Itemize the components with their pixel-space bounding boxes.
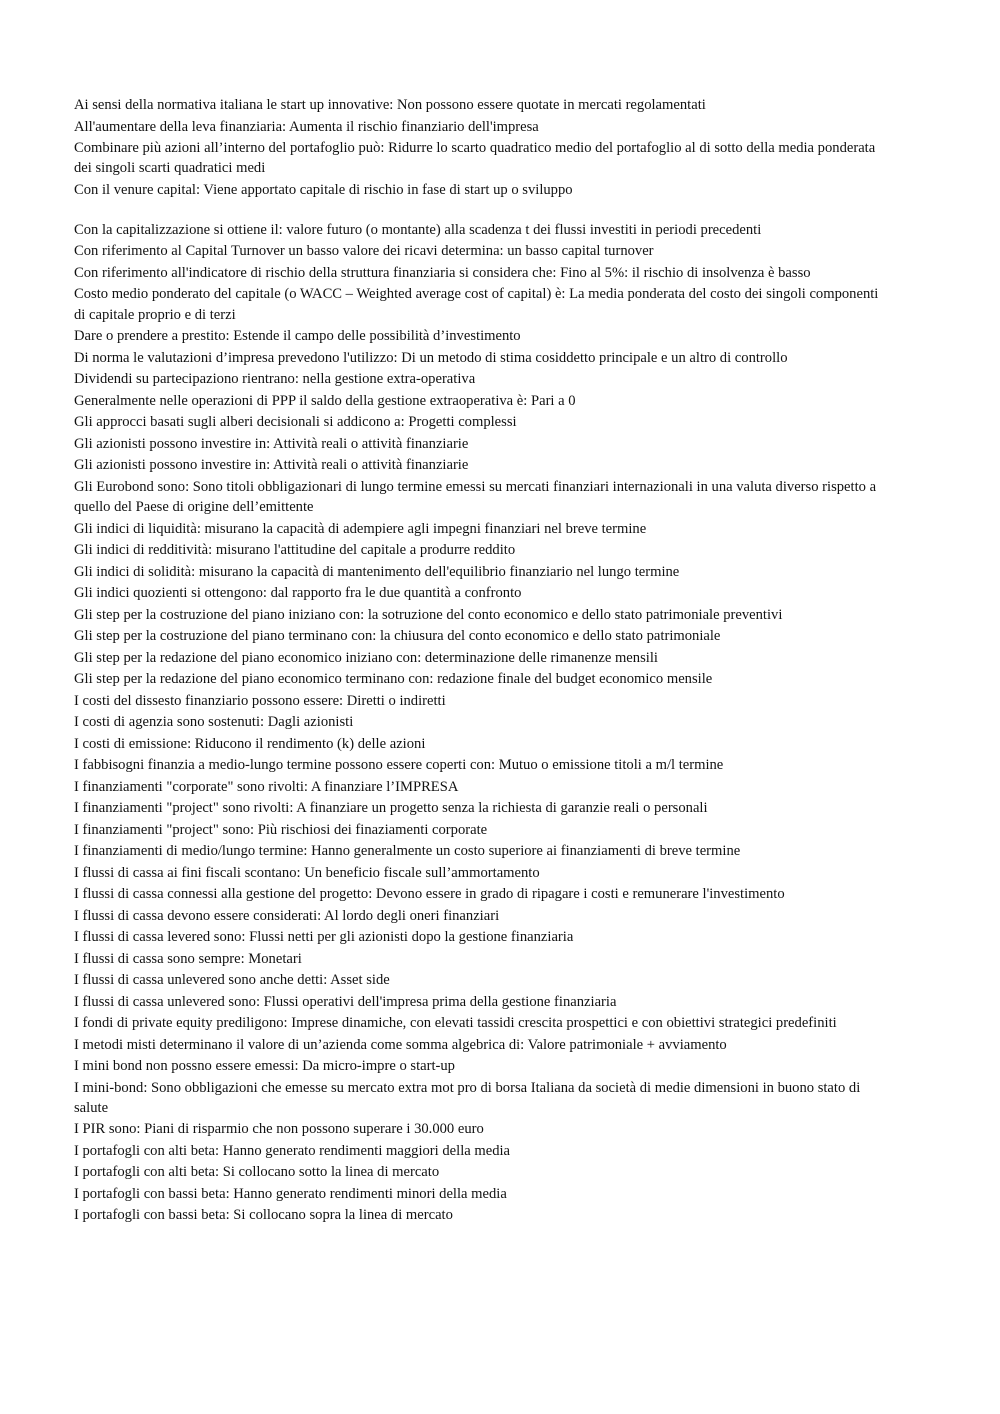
text-line: Gli step per la costruzione del piano terminano con: la chiusura del conto economico e dello stato patrimoniale xyxy=(74,628,721,645)
text-line: I finanziamenti "corporate" sono rivolti: A finanziare l’IMPRESA xyxy=(74,778,459,795)
text-line: Con riferimento all'indicatore di rischio della struttura finanziaria si considera che: Fino al 5%: il rischio di insolvenza è basso xyxy=(74,264,811,281)
text-line: I portafogli con alti beta: Hanno generato rendimenti maggiori della media xyxy=(74,1142,511,1159)
text-line: Dividendi su partecipaziono rientrano: nella gestione extra-operativa xyxy=(74,371,476,388)
text-line: I flussi di cassa connessi alla gestione del progetto: Devono essere in grado di ripagare i costi e remunerare l'investimento xyxy=(74,886,785,903)
text-line: I PIR sono: Piani di risparmio che non possono superare i 30.000 euro xyxy=(74,1121,484,1138)
text-line: I costi di emissione: Riducono il rendimento (k) delle azioni xyxy=(74,735,426,752)
text-line: I costi del dissesto finanziario possono essere: Diretti o indiretti xyxy=(74,692,446,709)
text-line: All'aumentare della leva finanziaria: Aumenta il rischio finanziario dell'impresa xyxy=(74,118,539,135)
text-line: Di norma le valutazioni d’impresa prevedono l'utilizzo: Di un metodo di stima cosiddetto principale e un altro di controllo xyxy=(74,349,788,366)
text-line: I costi di agenzia sono sostenuti: Dagli azionisti xyxy=(74,714,354,731)
text-line: I flussi di cassa unlevered sono anche detti: Asset side xyxy=(74,972,390,989)
text-line: I flussi di cassa levered sono: Flussi netti per gli azionisti dopo la gestione finanziaria xyxy=(74,929,574,946)
text-line: Con la capitalizzazione si ottiene il: valore futuro (o montante) alla scadenza t dei flussi investiti in periodi precedenti xyxy=(74,221,762,238)
text-line: I flussi di cassa unlevered sono: Flussi operativi dell'impresa prima della gestione finanziaria xyxy=(74,993,617,1010)
text-line: Ai sensi della normativa italiana le start up innovative: Non possono essere quotate in mercati regolamentati xyxy=(74,97,706,113)
text-line: I flussi di cassa sono sempre: Monetari xyxy=(74,950,302,967)
text-line: I flussi di cassa ai fini fiscali scontano: Un beneficio fiscale sull’ammortamento xyxy=(74,864,540,881)
text-line: I portafogli con bassi beta: Si collocano sopra la linea di mercato xyxy=(74,1207,453,1224)
text-line: Costo medio ponderato del capitale (o WACC – Weighted average cost of capital) è: La media ponderata del costo dei singoli componenti di capitale proprio e di terzi xyxy=(74,286,879,323)
text-line: Combinare più azioni all’interno del portafoglio può: Ridurre lo scarto quadratico medio del portafoglio al di sotto della media ponderata dei singoli scarti quadratici medi xyxy=(74,140,876,177)
text-line: Con riferimento al Capital Turnover un basso valore dei ricavi determina: un basso capital turnover xyxy=(74,243,654,260)
text-line: Gli indici di redditività: misurano l'attitudine del capitale a produrre reddito xyxy=(74,542,516,559)
text-line: Gli step per la redazione del piano economico iniziano con: determinazione delle rimanenze mensili xyxy=(74,649,658,666)
text-line: I fabbisogni finanzia a medio-lungo termine possono essere coperti con: Mutuo o emissione titoli a m/l termine xyxy=(74,757,724,774)
text-line: Gli indici di liquidità: misurano la capacità di adempiere agli impegni finanziari nel breve termine xyxy=(74,520,647,537)
text-line: I portafogli con alti beta: Si collocano sotto la linea di mercato xyxy=(74,1164,440,1181)
text-line: Gli indici quozienti si ottengono: dal rapporto fra le due quantità a confronto xyxy=(74,585,522,602)
text-line: I finanziamenti "project" sono: Più rischiosi dei finaziamenti corporate xyxy=(74,821,488,838)
text-line: Gli Eurobond sono: Sono titoli obbligazionari di lungo termine emessi su mercati finanziari internazionali in una valuta diverso rispetto a quello del Paese di origine dell’emittente xyxy=(74,478,877,516)
text-line: Gli azionisti possono investire in: Attività reali o attività finanziarie xyxy=(74,457,469,474)
text-line: I fondi di private equity prediligono: Imprese dinamiche, con elevati tassidi crescita prospettici e con obiettivi strategici predefiniti xyxy=(74,1015,837,1032)
text-line: I mini bond non possno essere emessi: Da micro-impre o start-up xyxy=(74,1058,455,1075)
text-line: I portafogli con bassi beta: Hanno generato rendimenti minori della media xyxy=(74,1185,507,1202)
text-line: I finanziamenti di medio/lungo termine: Hanno generalmente un costo superiore ai finanziamenti di breve termine xyxy=(74,843,741,860)
text-line: Gli step per la costruzione del piano iniziano con: la sotruzione del conto economico e dello stato patrimoniale preventivi xyxy=(74,606,783,623)
text-line: Gli azionisti possono investire in: Attività reali o attività finanziarie xyxy=(74,435,469,452)
text-line: Gli indici di solidità: misurano la capacità di mantenimento dell'equilibrio finanziario nel lungo termine xyxy=(74,563,680,580)
text-line: Dare o prendere a prestito: Estende il campo delle possibilità d’investimento xyxy=(74,328,521,345)
text-line: I metodi misti determinano il valore di un’azienda come somma algebrica di: Valore patrimoniale + avviamento xyxy=(74,1036,727,1053)
text-line: Generalmente nelle operazioni di PPP il saldo della gestione extraoperativa è: Pari a 0 xyxy=(74,392,576,409)
text-line: I flussi di cassa devono essere considerati: Al lordo degli oneri finanziari xyxy=(74,907,500,924)
text-line: Gli approcci basati sugli alberi decisionali si addicono a: Progetti complessi xyxy=(74,414,517,431)
text-line: Gli step per la redazione del piano economico terminano con: redazione finale del budget economico mensile xyxy=(74,671,713,688)
text-line: I mini-bond: Sono obbligazioni che emesse su mercato extra mot pro di borsa Italiana da società di medie dimensioni in buono stato di salute xyxy=(74,1079,861,1116)
text-line: I finanziamenti "project" sono rivolti: A finanziare un progetto senza la richiesta di garanzie reali o personali xyxy=(74,800,708,817)
text-line: Con il venure capital: Viene apportato capitale di rischio in fase di start up o sviluppo xyxy=(74,181,573,198)
